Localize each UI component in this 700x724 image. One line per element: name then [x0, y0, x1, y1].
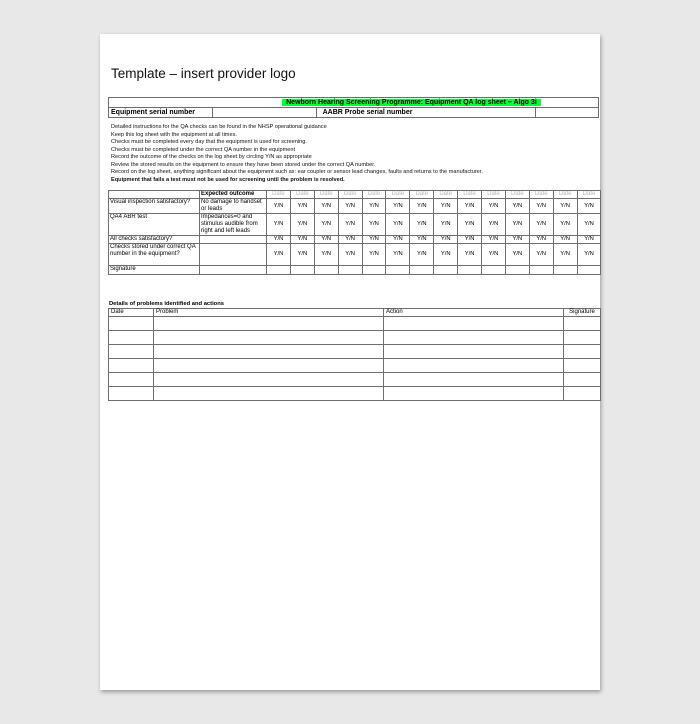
problems-entry-cell[interactable]: [109, 331, 154, 345]
yn-cell[interactable]: Y/N: [290, 199, 314, 214]
signature-cell[interactable]: [267, 266, 291, 275]
problems-title: Details of problems identified and actions: [109, 301, 224, 307]
yn-cell[interactable]: Y/N: [553, 199, 577, 214]
date-header[interactable]: Date: [362, 191, 386, 199]
yn-cell[interactable]: Y/N: [458, 199, 482, 214]
yn-cell[interactable]: Y/N: [410, 244, 434, 266]
yn-cell[interactable]: Y/N: [386, 199, 410, 214]
problems-entry-cell[interactable]: [154, 345, 384, 359]
yn-cell[interactable]: Y/N: [314, 236, 338, 244]
yn-cell[interactable]: Y/N: [482, 244, 506, 266]
problems-entry-cell[interactable]: [384, 331, 564, 345]
yn-cell[interactable]: Y/N: [434, 236, 458, 244]
problems-entry-cell[interactable]: [564, 345, 601, 359]
instructions: [111, 124, 596, 184]
signature-cell[interactable]: [458, 266, 482, 275]
qa-expected-outcome: [200, 244, 267, 266]
problems-table: [108, 308, 601, 401]
expected-outcome-header: Expected outcome: [200, 191, 267, 199]
qa-expected-outcome: [200, 236, 267, 244]
date-header[interactable]: Date: [553, 191, 577, 199]
yn-cell[interactable]: Y/N: [577, 214, 601, 236]
yn-cell[interactable]: Y/N: [482, 214, 506, 236]
qa-expected-outcome: Impedances=0 and stimulus audible from right and left leads: [200, 214, 267, 236]
yn-cell[interactable]: Y/N: [529, 244, 553, 266]
yn-cell[interactable]: Y/N: [410, 199, 434, 214]
problems-entry-cell[interactable]: [109, 359, 154, 373]
yn-cell[interactable]: Y/N: [410, 214, 434, 236]
yn-cell[interactable]: Y/N: [529, 236, 553, 244]
instruction-line: Detailed instructions for the QA checks can be found in the NHSP operational guidance: [111, 124, 327, 130]
problems-entry-cell[interactable]: [109, 387, 154, 401]
yn-cell[interactable]: Y/N: [386, 214, 410, 236]
problems-entry-cell[interactable]: [384, 373, 564, 387]
date-header[interactable]: Date: [338, 191, 362, 199]
date-header[interactable]: Date: [505, 191, 529, 199]
qa-check-label: Signature: [109, 266, 200, 275]
yn-cell[interactable]: Y/N: [505, 214, 529, 236]
yn-cell[interactable]: Y/N: [290, 244, 314, 266]
yn-cell[interactable]: Y/N: [577, 236, 601, 244]
yn-cell[interactable]: Y/N: [267, 236, 291, 244]
date-header[interactable]: Date: [529, 191, 553, 199]
qa-check-label: All checks satisfactory?: [109, 236, 200, 244]
equipment-serial-label: Equipment serial number: [109, 108, 213, 118]
yn-cell[interactable]: Y/N: [386, 236, 410, 244]
yn-cell[interactable]: Y/N: [553, 244, 577, 266]
signature-cell[interactable]: [290, 266, 314, 275]
signature-cell[interactable]: [553, 266, 577, 275]
instruction-line: Checks must be completed every day that the equipment is used for screening.: [111, 139, 307, 145]
problems-column-header: Problem: [154, 309, 384, 317]
problems-entry-cell[interactable]: [154, 373, 384, 387]
instruction-line: Record on the log sheet, anything significant about the equipment such as: ear coupler or sensor lead changes, faults and returns to the manufacturer.: [111, 169, 483, 175]
qa-check-label: Checks stored under correct QA number in the equipment?: [109, 244, 200, 266]
yn-cell[interactable]: Y/N: [553, 214, 577, 236]
yn-cell[interactable]: Y/N: [338, 244, 362, 266]
yn-cell[interactable]: Y/N: [314, 199, 338, 214]
problems-entry-cell[interactable]: [564, 373, 601, 387]
template-title: Template – insert provider logo: [111, 66, 296, 81]
date-header[interactable]: Date: [482, 191, 506, 199]
qa-expected-outcome: No damage to handset or leads: [200, 199, 267, 214]
problems-column-header: Signature: [564, 309, 601, 317]
qa-check-label: QA4 ABR test: [109, 214, 200, 236]
yn-cell[interactable]: Y/N: [458, 236, 482, 244]
problems-entry-cell[interactable]: [384, 359, 564, 373]
qa-log-table: [108, 190, 601, 275]
yn-cell[interactable]: Y/N: [386, 244, 410, 266]
yn-cell[interactable]: Y/N: [362, 236, 386, 244]
probe-serial-label: AABR Probe serial number: [316, 108, 536, 118]
yn-cell[interactable]: Y/N: [529, 199, 553, 214]
date-header[interactable]: Date: [267, 191, 291, 199]
signature-cell[interactable]: [314, 266, 338, 275]
date-header[interactable]: Date: [577, 191, 601, 199]
signature-cell[interactable]: [386, 266, 410, 275]
problems-entry-cell[interactable]: [154, 317, 384, 331]
signature-cell[interactable]: [482, 266, 506, 275]
instruction-line: Checks must be completed under the correct QA number in the equipment: [111, 146, 296, 153]
yn-cell[interactable]: Y/N: [267, 214, 291, 236]
problems-entry-cell[interactable]: [384, 317, 564, 331]
yn-cell[interactable]: Y/N: [267, 199, 291, 214]
yn-cell[interactable]: Y/N: [434, 244, 458, 266]
signature-cell[interactable]: [505, 266, 529, 275]
signature-cell[interactable]: [410, 266, 434, 275]
date-header[interactable]: Date: [314, 191, 338, 199]
yn-cell[interactable]: Y/N: [362, 214, 386, 236]
problems-entry-cell[interactable]: [564, 359, 601, 373]
signature-cell[interactable]: [362, 266, 386, 275]
problems-entry-cell[interactable]: [384, 387, 564, 401]
problems-entry-cell[interactable]: [109, 317, 154, 331]
problems-column-header: Date: [109, 309, 154, 317]
document-page: [100, 34, 600, 690]
programme-title: Newborn Hearing Screening Programme: Equipment QA log sheet – Algo 3i: [282, 99, 541, 106]
probe-serial-field[interactable]: [536, 108, 599, 118]
qa-expected-outcome: [200, 266, 267, 275]
date-header[interactable]: Date: [386, 191, 410, 199]
yn-cell[interactable]: Y/N: [338, 199, 362, 214]
date-header[interactable]: Date: [458, 191, 482, 199]
yn-cell[interactable]: Y/N: [505, 236, 529, 244]
qa-corner-cell: [109, 191, 200, 199]
header-table: [108, 97, 599, 118]
yn-cell[interactable]: Y/N: [458, 244, 482, 266]
yn-cell[interactable]: Y/N: [577, 244, 601, 266]
yn-cell[interactable]: Y/N: [505, 199, 529, 214]
yn-cell[interactable]: Y/N: [362, 244, 386, 266]
yn-cell[interactable]: Y/N: [314, 244, 338, 266]
warning-line: Equipment that fails a test must not be used for screening until the problem is resolved.: [111, 176, 345, 183]
instruction-line: Keep this log sheet with the equipment at all times.: [111, 131, 237, 138]
problems-entry-cell[interactable]: [109, 345, 154, 359]
problems-entry-cell[interactable]: [154, 359, 384, 373]
yn-cell[interactable]: Y/N: [553, 236, 577, 244]
yn-cell[interactable]: Y/N: [267, 244, 291, 266]
programme-title-cell: [109, 98, 599, 108]
yn-cell[interactable]: Y/N: [410, 236, 434, 244]
qa-check-label: Visual inspection satisfactory?: [109, 199, 200, 214]
signature-cell[interactable]: [577, 266, 601, 275]
problems-entry-cell[interactable]: [564, 317, 601, 331]
problems-entry-cell[interactable]: [384, 345, 564, 359]
instruction-line: Record the outcome of the checks on the log sheet by circling Y/N as appropriate: [111, 154, 312, 160]
yn-cell[interactable]: Y/N: [458, 214, 482, 236]
signature-cell[interactable]: [434, 266, 458, 275]
date-header[interactable]: Date: [410, 191, 434, 199]
yn-cell[interactable]: Y/N: [338, 214, 362, 236]
yn-cell[interactable]: Y/N: [505, 244, 529, 266]
instruction-line: Review the stored results on the equipment to ensure they have been stored under the correct QA number.: [111, 161, 376, 168]
yn-cell[interactable]: Y/N: [290, 236, 314, 244]
yn-cell[interactable]: Y/N: [362, 199, 386, 214]
date-header[interactable]: Date: [290, 191, 314, 199]
yn-cell[interactable]: Y/N: [482, 236, 506, 244]
problems-entry-cell[interactable]: [109, 373, 154, 387]
yn-cell[interactable]: Y/N: [529, 214, 553, 236]
problems-entry-cell[interactable]: [154, 331, 384, 345]
yn-cell[interactable]: Y/N: [434, 199, 458, 214]
signature-cell[interactable]: [338, 266, 362, 275]
problems-entry-cell[interactable]: [564, 331, 601, 345]
equipment-serial-field[interactable]: [212, 108, 316, 118]
yn-cell[interactable]: Y/N: [338, 236, 362, 244]
problems-column-header: Action: [384, 309, 564, 317]
problems-entry-cell[interactable]: [154, 387, 384, 401]
yn-cell[interactable]: Y/N: [434, 214, 458, 236]
yn-cell[interactable]: Y/N: [290, 214, 314, 236]
problems-entry-cell[interactable]: [564, 387, 601, 401]
date-header[interactable]: Date: [434, 191, 458, 199]
yn-cell[interactable]: Y/N: [577, 199, 601, 214]
signature-cell[interactable]: [529, 266, 553, 275]
yn-cell[interactable]: Y/N: [482, 199, 506, 214]
yn-cell[interactable]: Y/N: [314, 214, 338, 236]
